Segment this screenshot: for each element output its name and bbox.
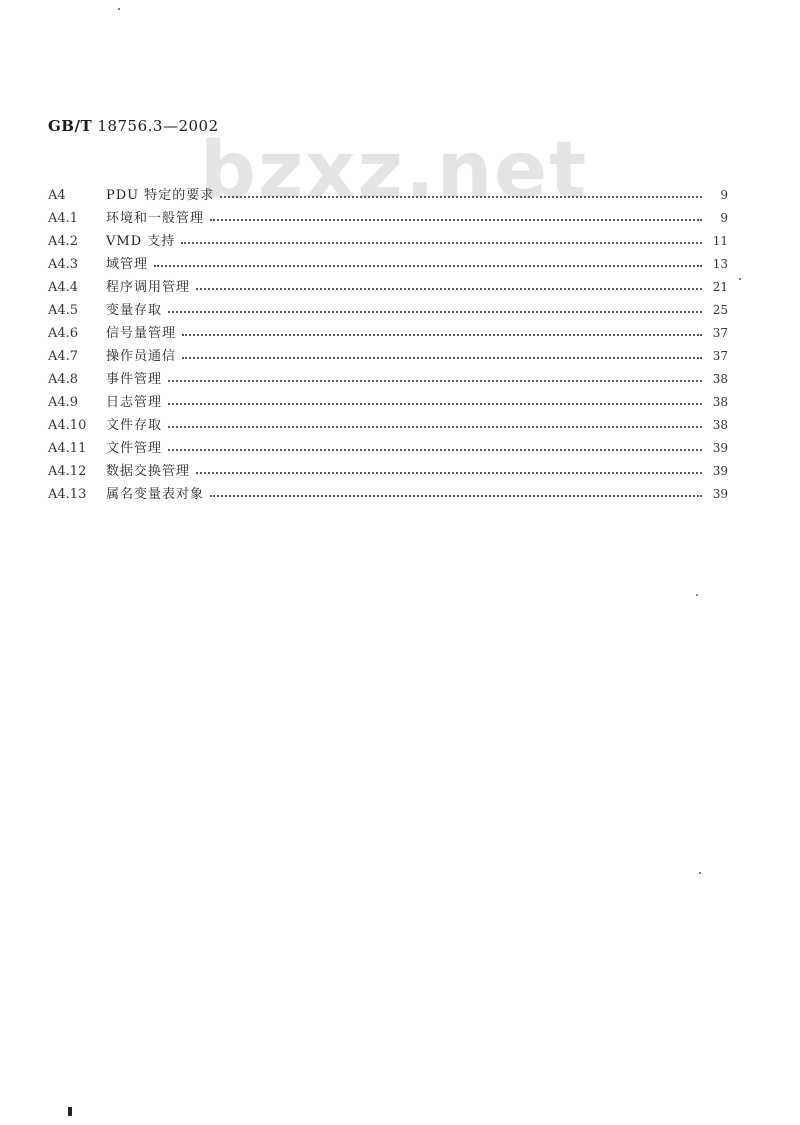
toc-number: A4.10 xyxy=(48,418,87,433)
toc-number: A4.11 xyxy=(48,441,87,456)
toc-leader xyxy=(168,380,702,382)
toc-number: A4 xyxy=(48,188,66,203)
toc-number: A4.8 xyxy=(48,372,79,387)
standard-code xyxy=(48,117,219,135)
toc-leader xyxy=(182,334,702,336)
toc-title: 环境和一般管理 xyxy=(106,211,205,226)
scan-speck xyxy=(696,594,698,596)
toc-title: 变量存取 xyxy=(106,303,163,318)
toc-number: A4.2 xyxy=(48,234,79,249)
toc-leader xyxy=(168,449,702,451)
toc-entry[interactable] xyxy=(48,207,728,230)
toc-title: 域管理 xyxy=(106,257,149,272)
toc-title: PDU 特定的要求 xyxy=(106,188,215,203)
toc-page: 38 xyxy=(712,418,728,432)
toc-page: 25 xyxy=(712,303,728,317)
toc-entry[interactable] xyxy=(48,368,728,391)
toc-leader xyxy=(182,357,702,359)
toc-leader xyxy=(196,288,702,290)
toc-entry[interactable] xyxy=(48,345,728,368)
toc-title: VMD 支持 xyxy=(106,234,176,249)
toc-page: 38 xyxy=(712,372,728,386)
toc-title: 文件存取 xyxy=(106,418,163,433)
toc-leader xyxy=(210,495,702,497)
toc-number: A4.13 xyxy=(48,487,87,502)
toc-entry[interactable] xyxy=(48,483,728,506)
toc-page: 9 xyxy=(720,188,728,202)
toc-entry[interactable] xyxy=(48,253,728,276)
toc-page: 39 xyxy=(712,441,728,455)
toc-title: 程序调用管理 xyxy=(106,280,191,295)
toc-number: A4.5 xyxy=(48,303,79,318)
toc-entry[interactable] xyxy=(48,460,728,483)
toc-title: 信号量管理 xyxy=(106,326,177,341)
toc-number: A4.4 xyxy=(48,280,79,295)
toc-leader xyxy=(168,426,702,428)
toc-leader xyxy=(168,403,702,405)
toc-leader xyxy=(196,472,702,474)
toc-entry[interactable] xyxy=(48,276,728,299)
toc-page: 21 xyxy=(712,280,728,294)
standard-prefix: GB/T xyxy=(48,117,93,135)
toc-number: A4.3 xyxy=(48,257,79,272)
watermark: bzxz.net xyxy=(200,126,589,216)
toc-entry[interactable] xyxy=(48,230,728,253)
scan-speck xyxy=(118,8,120,10)
toc-page: 9 xyxy=(720,211,728,225)
toc-title: 操作员通信 xyxy=(106,349,177,364)
toc-entry[interactable] xyxy=(48,184,728,207)
toc-number: A4.12 xyxy=(48,464,87,479)
toc-page: 39 xyxy=(712,487,728,501)
toc-leader xyxy=(220,196,702,198)
table-of-contents xyxy=(48,184,728,506)
toc-leader xyxy=(210,219,702,221)
toc-title: 文件管理 xyxy=(106,441,163,456)
toc-leader xyxy=(168,311,702,313)
toc-number: A4.9 xyxy=(48,395,79,410)
standard-number: 18756.3—2002 xyxy=(97,117,219,135)
toc-entry[interactable] xyxy=(48,391,728,414)
toc-leader xyxy=(154,265,702,267)
toc-entry[interactable] xyxy=(48,322,728,345)
toc-title: 数据交换管理 xyxy=(106,464,191,479)
toc-page: 39 xyxy=(712,464,728,478)
toc-entry[interactable] xyxy=(48,299,728,322)
toc-title: 事件管理 xyxy=(106,372,163,387)
toc-title: 属名变量表对象 xyxy=(106,487,205,502)
toc-entry[interactable] xyxy=(48,437,728,460)
toc-page: 37 xyxy=(712,326,728,340)
toc-number: A4.6 xyxy=(48,326,79,341)
toc-entry[interactable] xyxy=(48,414,728,437)
page-mark xyxy=(68,1107,72,1116)
toc-page: 13 xyxy=(712,257,728,271)
toc-number: A4.1 xyxy=(48,211,79,226)
toc-page: 38 xyxy=(712,395,728,409)
toc-leader xyxy=(181,242,702,244)
toc-number: A4.7 xyxy=(48,349,79,364)
toc-title: 日志管理 xyxy=(106,395,163,410)
toc-page: 37 xyxy=(712,349,728,363)
scan-speck xyxy=(739,278,741,280)
scan-speck xyxy=(699,872,701,874)
toc-page: 11 xyxy=(712,234,728,248)
